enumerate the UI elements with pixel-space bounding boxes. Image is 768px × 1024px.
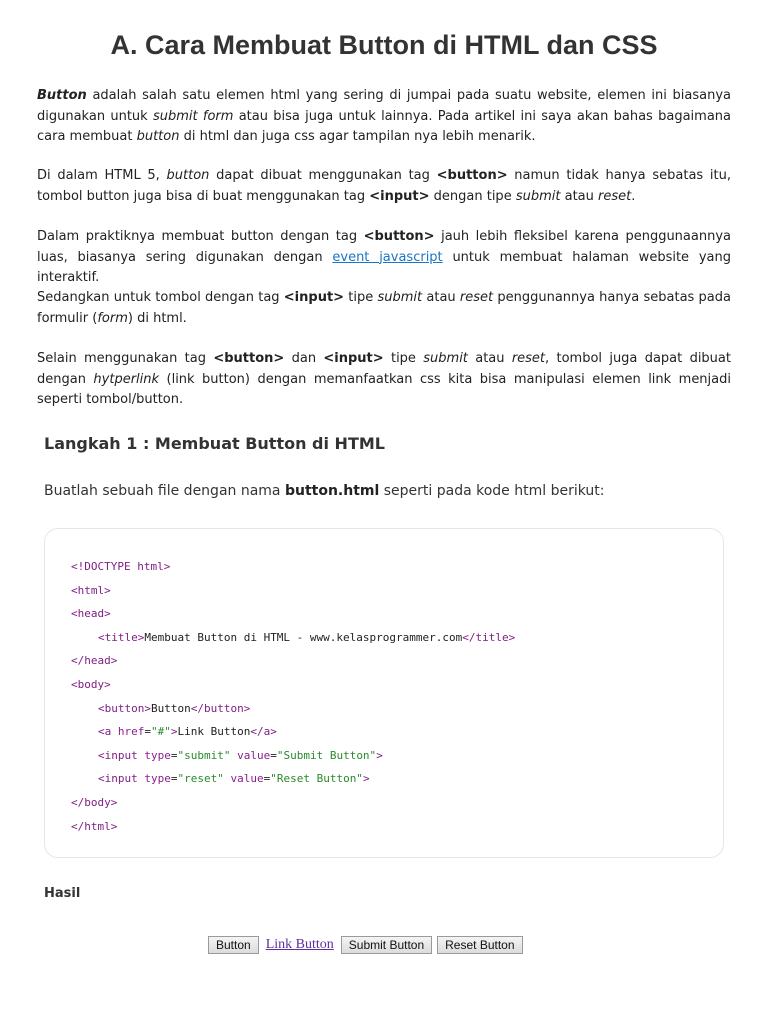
text-run: (link button) dengan memanfaatkan css kita bisa manipulasi elemen link menjadi seperti tombol/button. xyxy=(37,371,731,407)
code-token: "reset" xyxy=(177,772,224,786)
text-run: di html dan juga css agar tampilan nya lebih menarik. xyxy=(179,129,536,144)
code-token: > xyxy=(376,748,383,762)
code-listing xyxy=(71,555,515,838)
text-run: atau xyxy=(560,188,599,204)
text-run: atau xyxy=(467,351,512,366)
text-run: . xyxy=(631,188,636,204)
tag-name: <input> xyxy=(283,290,345,305)
code-token: = xyxy=(263,772,271,786)
result-label: Hasil xyxy=(44,886,81,901)
code-token: "Reset Button" xyxy=(270,772,363,786)
italic-term: submit xyxy=(377,290,423,305)
code-token: Link Button xyxy=(177,725,251,739)
demo-submit-button[interactable]: Submit Button xyxy=(341,936,432,954)
text-run: dapat dibuat menggunakan tag xyxy=(209,168,437,183)
text-run: jauh lebih fleksibel karena penggunaannya luas, biasanya sering digunakan dengan xyxy=(37,229,731,265)
code-token: = xyxy=(270,748,277,762)
italic-term: reset xyxy=(598,188,632,204)
tag-name: <input> xyxy=(323,351,384,366)
tag-name: <button> xyxy=(213,351,285,366)
italic-term: submit xyxy=(423,351,468,366)
code-token: </html> xyxy=(71,819,118,833)
code-token: <title> xyxy=(98,630,145,644)
code-token: value xyxy=(237,748,271,762)
text-run: Dalam praktiknya membuat button dengan tag xyxy=(37,229,364,244)
code-line xyxy=(71,626,515,650)
code-token: > xyxy=(362,772,370,786)
text-run: tipe xyxy=(383,351,424,366)
text-run: ) di html. xyxy=(127,310,187,326)
input-tag-paragraph xyxy=(37,288,731,329)
code-line xyxy=(71,791,515,815)
code-token: <head> xyxy=(71,607,111,621)
code-token: </head> xyxy=(71,654,118,668)
text-run: tipe xyxy=(344,290,378,305)
code-token: <input xyxy=(98,748,145,762)
code-token: Button xyxy=(150,701,191,715)
text-run: dengan tipe xyxy=(429,188,516,204)
code-token: = xyxy=(170,772,178,786)
result-demo xyxy=(208,936,523,954)
instruction-text-end: seperti pada kode html berikut: xyxy=(379,483,605,499)
instruction-text: Buatlah sebuah file dengan nama xyxy=(44,483,285,499)
code-token: </body> xyxy=(71,795,118,809)
hyperlink-paragraph xyxy=(37,349,731,411)
text-run: dan xyxy=(284,351,324,366)
code-token: href xyxy=(117,725,145,739)
code-token: type xyxy=(144,748,171,762)
intro-paragraph xyxy=(37,86,731,148)
code-line xyxy=(71,579,515,603)
tag-name: <button> xyxy=(363,229,435,244)
demo-link-button[interactable]: Link Button xyxy=(265,937,334,952)
tag-name: <button> xyxy=(436,168,508,183)
italic-term: submit form xyxy=(152,108,234,124)
text-run: namun tidak hanya sebatas itu, tombol button juga bisa di buat menggunakan tag xyxy=(37,168,731,204)
code-token: <input xyxy=(98,772,145,786)
text-run: untuk membuat halaman website yang interaktif. xyxy=(37,249,731,285)
code-token: "submit" xyxy=(177,748,231,762)
code-line xyxy=(71,767,515,791)
code-line xyxy=(71,555,515,579)
text-run: atau bisa juga untuk lainnya. Pada artikel ini saya akan bahas bagaimana cara membuat xyxy=(37,108,731,144)
practice-paragraph xyxy=(37,227,731,289)
code-token: "Submit Button" xyxy=(276,748,377,762)
code-token: </title> xyxy=(462,630,516,644)
code-line xyxy=(71,673,515,697)
code-token: "#" xyxy=(151,725,171,739)
code-token: </a> xyxy=(250,725,277,739)
italic-term: reset xyxy=(459,290,494,305)
code-line xyxy=(71,602,515,626)
code-token: </button> xyxy=(190,701,251,715)
file-name: button.html xyxy=(284,483,380,499)
italic-term: submit xyxy=(515,188,561,204)
code-block xyxy=(44,528,724,858)
demo-reset-button[interactable]: Reset Button xyxy=(437,936,522,954)
code-token: = xyxy=(170,748,178,762)
italic-term: hytperlink xyxy=(93,371,160,387)
italic-term: button xyxy=(166,168,210,183)
code-line xyxy=(71,815,515,839)
italic-term: form xyxy=(97,310,128,326)
italic-term: button xyxy=(136,129,180,144)
code-token: <!DOCTYPE html> xyxy=(71,560,171,573)
text-run: , tombol juga dapat dibuat dengan xyxy=(37,351,731,387)
code-line xyxy=(71,744,515,768)
text-run: penggunannya hanya sebatas pada formulir ( xyxy=(37,290,731,326)
html5-paragraph xyxy=(37,166,731,207)
page-title: A. Cara Membuat Button di HTML dan CSS xyxy=(110,30,658,60)
code-token: Membuat Button di HTML - www.kelasprogrammer.com xyxy=(144,630,463,644)
step-1-instruction xyxy=(44,483,605,499)
text-run: adalah salah satu elemen html yang sering di jumpai pada suatu website, elemen ini biasanya digunakan untuk xyxy=(37,88,731,124)
code-line xyxy=(71,697,515,721)
event-javascript-link[interactable]: event javascript xyxy=(332,249,443,265)
emphasis-term: Button xyxy=(37,88,87,103)
code-token: > xyxy=(170,725,178,739)
code-token: = xyxy=(144,725,151,739)
tag-name: <input> xyxy=(369,188,430,204)
demo-button[interactable]: Button xyxy=(208,936,259,954)
step-1-heading: Langkah 1 : Membuat Button di HTML xyxy=(44,434,385,453)
code-token: value xyxy=(230,772,264,786)
italic-term: reset xyxy=(511,351,546,366)
code-token: <button> xyxy=(98,701,151,715)
code-token: type xyxy=(144,772,171,786)
text-run: Di dalam HTML 5, xyxy=(37,168,167,183)
text-run: atau xyxy=(422,290,460,305)
code-token: <a xyxy=(98,725,118,739)
text-run: Selain menggunakan tag xyxy=(37,351,214,366)
code-token: <body> xyxy=(71,677,111,691)
code-token: <html> xyxy=(71,583,111,597)
code-line xyxy=(71,649,515,673)
code-line xyxy=(71,720,515,744)
text-run: Sedangkan untuk tombol dengan tag xyxy=(37,290,284,305)
